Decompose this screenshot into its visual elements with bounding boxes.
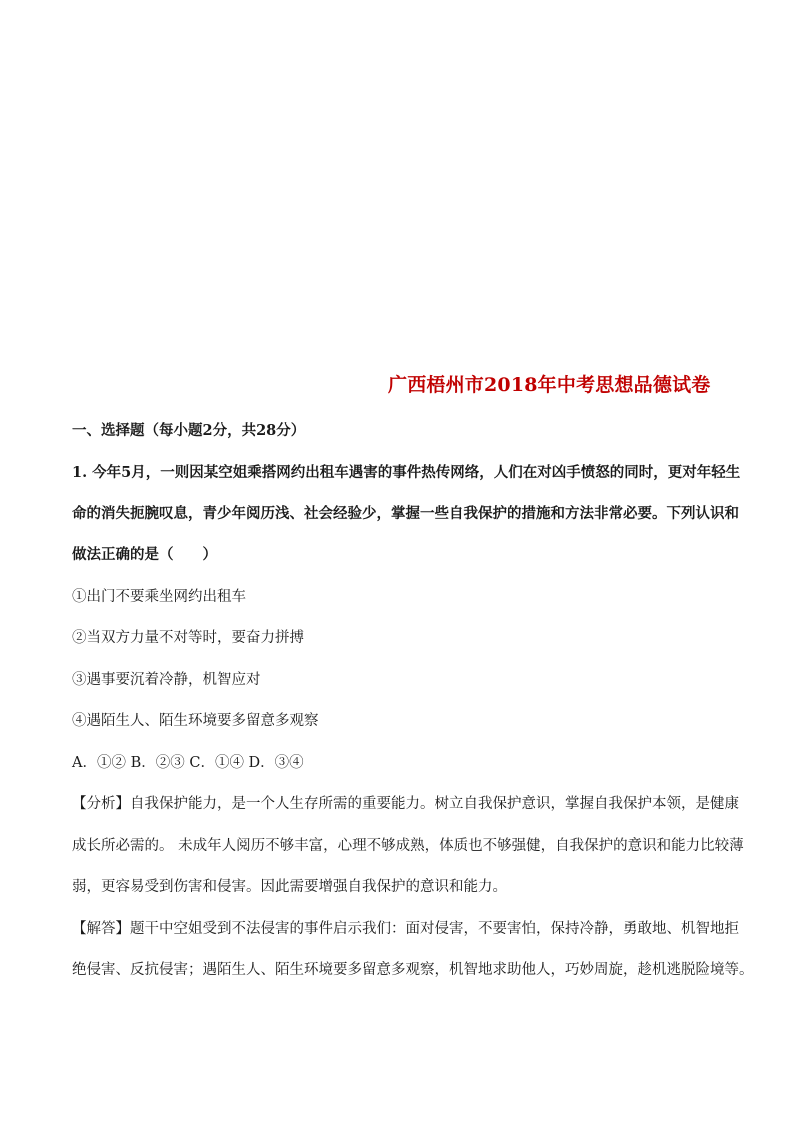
statement-3: ③遇事要沉着冷静，机智应对 [72,672,261,688]
answer-line-2: 绝侵害、反抗侵害；遇陌生人、陌生环境要多留意多观察，机智地求助他人，巧妙周旋，趁机逃脱险境等。 [72,962,754,978]
statement-4: ④遇陌生人、陌生环境要多留意多观察 [72,713,319,729]
analysis-line-1: 【分析】自我保护能力，是一个人生存所需的重要能力。树立自我保护意识，掌握自我保护本领，是健康 [72,796,739,812]
statement-1: ①出门不要乘坐网约出租车 [72,589,246,605]
document-title: 广西梧州市2018年中考思想品德试卷 [388,374,711,396]
question-stem-line-1: 1. 今年5月，一则因某空姐乘搭网约出租车遇害的事件热传网络，人们在对凶手愤怒的同时，更对年轻生 [72,464,741,481]
statement-2: ②当双方力量不对等时，要奋力拼搏 [72,630,304,646]
question-stem-line-2: 命的消失扼腕叹息，青少年阅历浅、社会经验少，掌握一些自我保护的措施和方法非常必要。下列认识和 [72,505,739,522]
answer-line-1: 【解答】题干中空姐受到不法侵害的事件启示我们：面对侵害，不要害怕，保持冷静，勇敢地、机智地拒 [72,921,739,937]
answer-options: A．①② B．②③ C．①④ D．③④ [72,755,304,771]
section-heading: 一、选择题（每小题2分，共28分） [72,422,306,439]
analysis-line-2: 成长所必需的。 未成年人阅历不够丰富，心理不够成熟，体质也不够强健，自我保护的意识和能力比较薄 [72,838,744,854]
analysis-line-3: 弱，更容易受到伤害和侵害。因此需要增强自我保护的意识和能力。 [72,879,507,895]
question-stem-line-3: 做法正确的是（ ） [72,546,217,563]
